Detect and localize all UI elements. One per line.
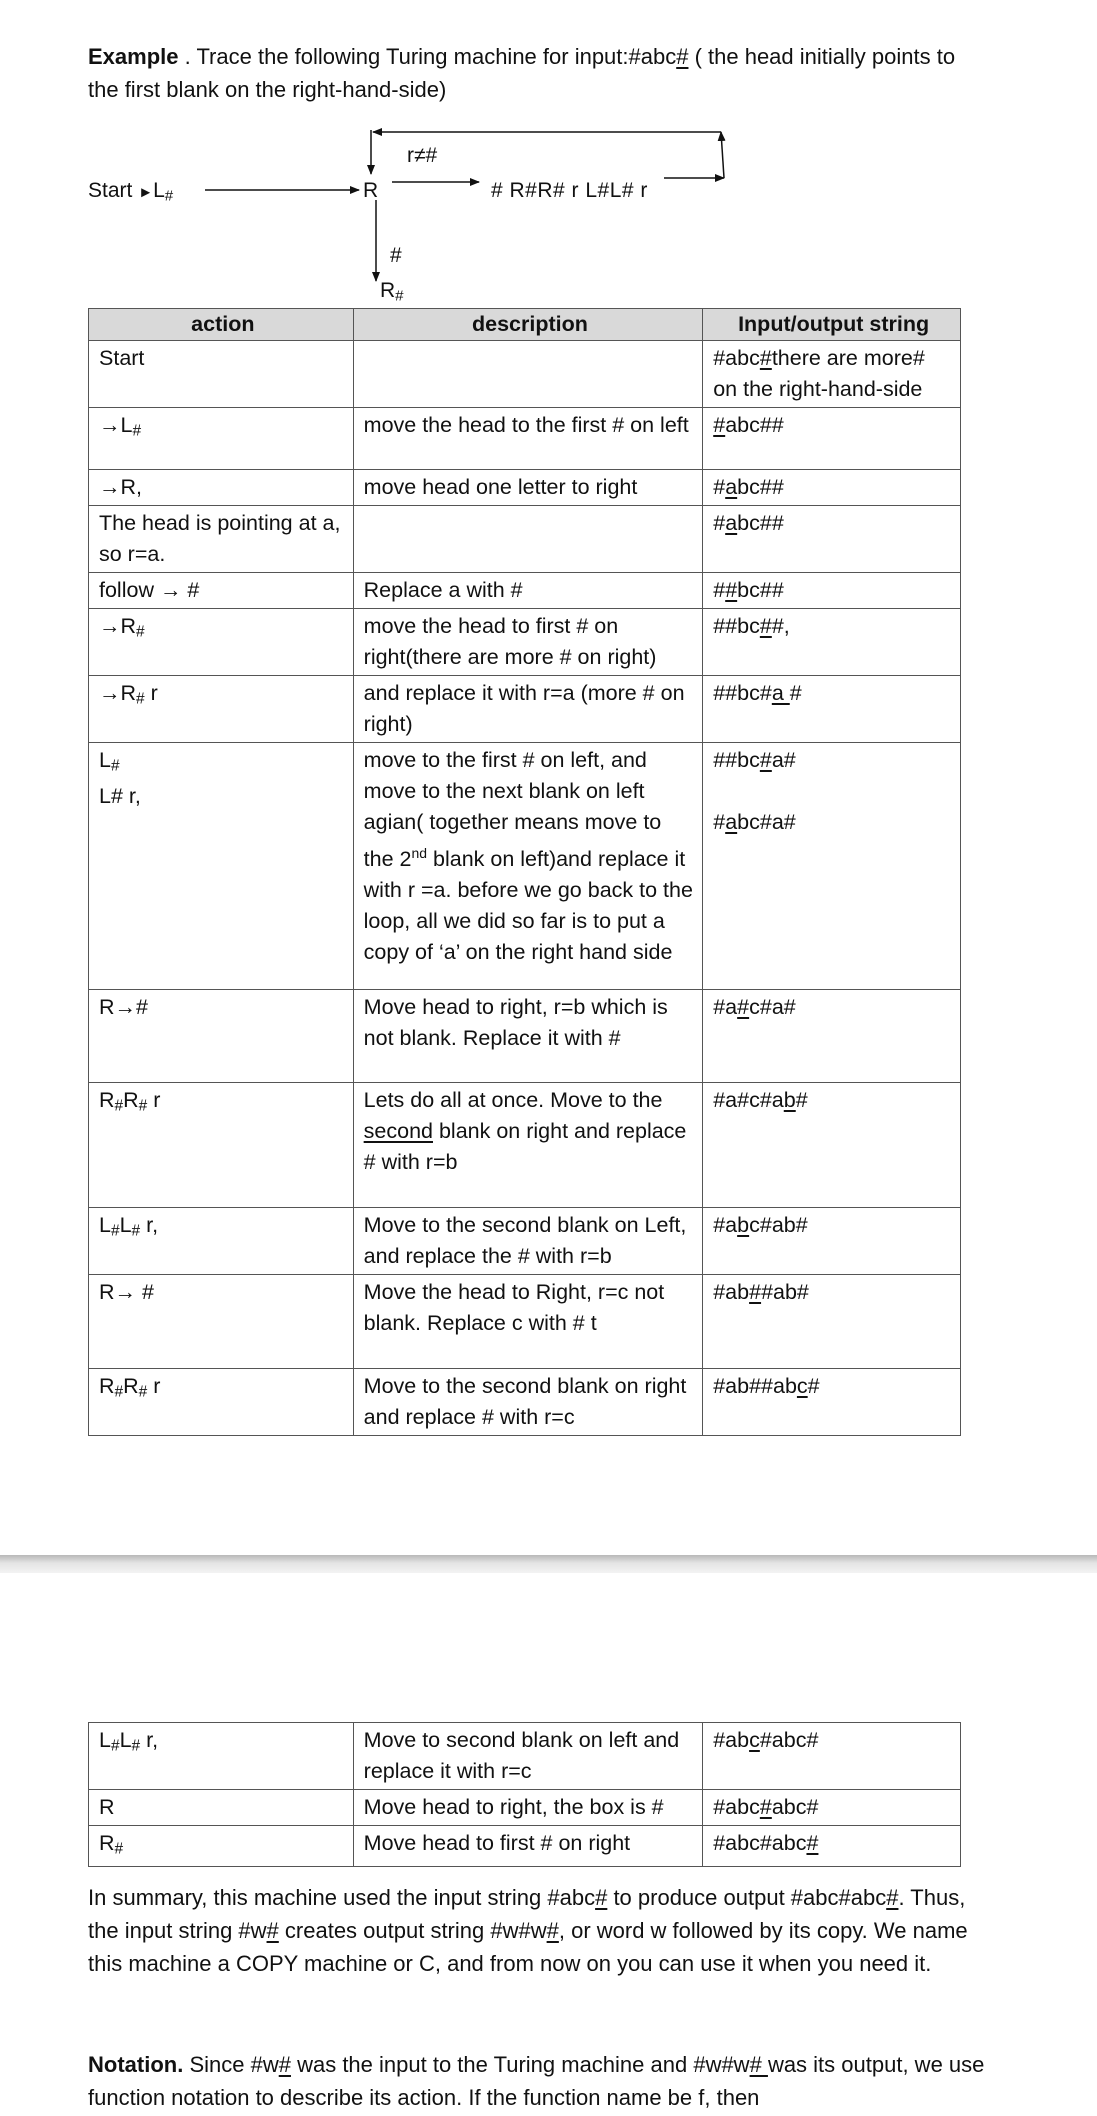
exit-node: $R_{\#}$ [380,279,404,305]
turing-machine-diagram [0,120,1097,310]
example-label: Example [88,44,179,69]
exit-condition-label: # [390,244,402,267]
table-row: $\to L_{\#}$ move the head to the first # on left #abc## [89,408,961,470]
trace-table [88,308,961,1436]
example-intro: Example . Trace the following Turing machine for input:#abc# ( the head initially points to the first blank on the right-hand-side) [88,44,956,102]
table-row: →R, move head one letter to right #abc## [89,470,961,506]
table-row: follow → # Replace a with # ##bc## [89,573,961,609]
table-row: $\to R_{\#}$ move the head to first # on right(there are more # on right) ##bc##, [89,609,961,676]
table-row: $L_{\#}L_{\#}$ r, Move to the second blank on Left, and replace the # with r=b #abc#ab# [89,1208,961,1275]
header-description: description [353,309,703,341]
table-row: $\to R_{\#}$ r and replace it with r=a (more # on right) ##bc#a # [89,676,961,743]
page-break [0,1555,1097,1573]
trace-table-continued [88,1722,961,1867]
table-row: The head is pointing at a, so r=a. #abc## [89,506,961,573]
notation-label: Notation. [88,2052,184,2077]
summary-paragraph: In summary, this machine used the input string #abc# to produce output #abc#abc#. Thus, the input string #w# creates output string #w#w#, or word w followed by its copy. We name this machine a COPY machine or C, and from now on you can use it when you need it. [88,1885,968,1976]
table-row: $L_{\#}L_{\#}$ r, Move to second blank on left and replace it with r=c #abc#abc# [89,1723,961,1790]
table-row: $R_{\#}R_{\#}$ r Lets do all at once. Move to the second blank on right and replace # with r=b #a#c#ab# [89,1083,961,1208]
table-row: R→ # Move the head to Right, r=c not blank. Replace c with # t #ab##ab# [89,1275,961,1369]
loop-condition-label: r≠# [407,144,438,167]
table-row: Start #abc#there are more# on the right-hand-side [89,341,961,408]
loop-up-arrow [721,132,724,178]
table-row: $R_{\#}R_{\#}$ r Move to the second blank on right and replace # with r=c #ab##abc# [89,1369,961,1436]
start-node: Start $►L_{\#}$ [88,179,174,205]
header-action: action [89,309,354,341]
table-row: R→# Move head to right, r=b which is not blank. Replace it with # #a#c#a# [89,990,961,1083]
diagram-arrows [0,120,1097,310]
table-header-row [89,309,961,341]
header-io-string: Input/output string [703,309,961,341]
table-row: $L_{\#}$ L# r, move to the first # on left, and move to the next blank on left agian( together means move to the 2nd blank on left)and replace it with r =a. before we go back to the loop, all we did so far is to put a copy of ‘a’ on the right hand side ##bc#a# #abc#a# [89,743,961,990]
notation-paragraph: Notation. Since #w# was the input to the Turing machine and #w#w# was its output, we use function notation to describe its action. If the function name be f, then [88,2052,985,2110]
r-node: R [363,179,379,202]
table-row: R Move head to right, the box is # #abc#abc# [89,1790,961,1826]
loop-body-label: # R#R# r L#L# r [491,179,648,202]
table-row: $R_{\#}$ Move head to first # on right #abc#abc# [89,1826,961,1867]
